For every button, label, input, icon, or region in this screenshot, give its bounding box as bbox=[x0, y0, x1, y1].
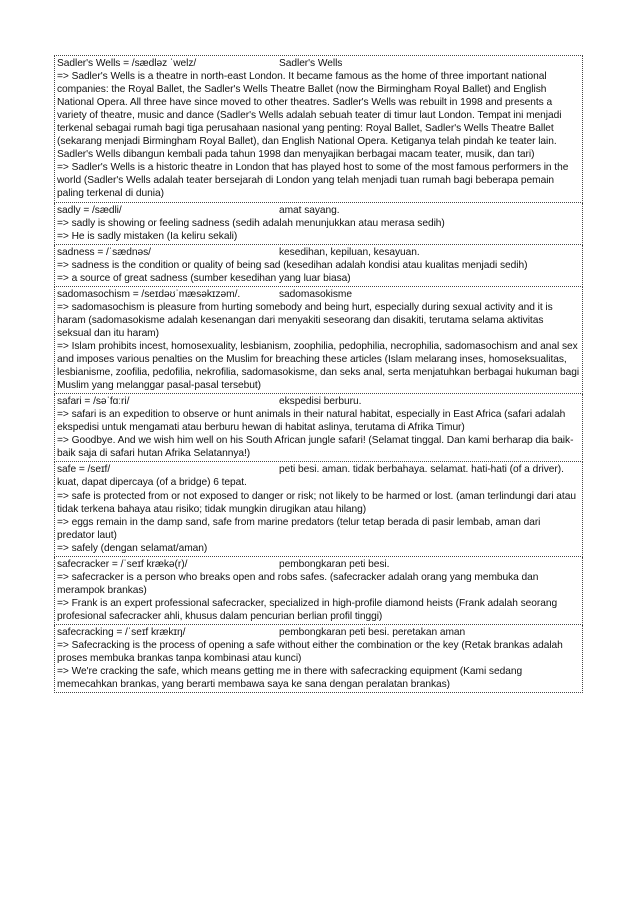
entry-example: => eggs remain in the damp sand, safe from marine predators (telur tetap berada di pasir lembab, aman dari predator laut) bbox=[57, 516, 541, 541]
entry-translation: amat sayang. bbox=[279, 204, 340, 216]
entry-translation: kesedihan, kepiluan, kesayuan. bbox=[279, 246, 420, 258]
entry-sadness bbox=[54, 245, 583, 287]
entry-term: Sadler's Wells = /sædləz ˈwelz/ bbox=[57, 58, 197, 69]
entry-definition: => Safecracking is the process of opening a safe without either the combination or the key (Retak brankas adalah proses membuka brankas tanpa kombinasi atau kunci) bbox=[57, 640, 563, 665]
entry-example: => He is sadly mistaken (Ia keliru sekali) bbox=[57, 230, 238, 242]
entry-example: => Frank is an expert professional safecracker, specialized in high-profile diamond heists (Frank adalah seorang profesional safecracker ahli, khusus dalam pencurian berlian profil tinggi) bbox=[57, 597, 558, 622]
entry-sadlers-wells bbox=[54, 56, 583, 203]
entry-safecracking bbox=[54, 625, 583, 693]
entry-definition: => sadness is the condition or quality of being sad (kesedihan adalah kondisi atau kualitas menjadi sedih) bbox=[57, 259, 528, 271]
entry-safe bbox=[54, 462, 583, 556]
entry-term: sadness = /ˈsædnəs/ bbox=[57, 246, 151, 258]
entry-derived-form: => safely (dengan selamat/aman) bbox=[57, 542, 208, 554]
entry-safecracker bbox=[54, 557, 583, 625]
entry-sadomasochism bbox=[54, 287, 583, 394]
entry-example: => a source of great sadness (sumber kesedihan yang luar biasa) bbox=[57, 272, 351, 284]
entry-head bbox=[57, 204, 580, 217]
entry-definition: => Sadler's Wells is a theatre in north-east London. It became famous as the home of three important national companies: the Royal Ballet, the Sadler's Wells Theatre Ballet (now the Birmingham Royal Ballet) and English National Opera. All three have since moved to other theatres. Sadler's Wells was rebuilt in 1998 and presents a variety of theatre, music and dance (Sadler's Wells adalah sebuah teater di timur laut London. Tempat ini menjadi terkenal sebagai rumah bagi tiga perusahaan nasional yang penting: Royal Ballet, Sadler's Wells Theatre Ballet (sekarang menjadi Birmingham Royal Ballet), dan English National Opera. Ketiganya telah pindah ke teater lain. Sadler's Wells dibangun kembali pada tahun 1998 dan menyajikan berbagai macam teater, musik, dan tari) bbox=[57, 71, 562, 161]
entry-term: safe = /seɪf/ bbox=[57, 464, 111, 476]
entry-translation: pembongkaran peti besi. peretakan aman bbox=[279, 626, 466, 638]
entry-example: => We're cracking the safe, which means getting me in there with safecracking equipment (Kami sedang memecahkan brankas, yang berarti membawa saya ke sana dengan peralatan brankas) bbox=[57, 666, 523, 691]
entry-head bbox=[57, 246, 580, 259]
entry-sadly bbox=[54, 203, 583, 245]
entry-head bbox=[57, 463, 580, 489]
entry-translation: ekspedisi berburu. bbox=[279, 396, 362, 408]
entry-definition: => sadly is showing or feeling sadness (sedih adalah menunjukkan atau merasa sedih) bbox=[57, 217, 445, 229]
entry-term: safecracker = /ˈseɪf krækə(r)/ bbox=[57, 558, 188, 570]
entry-example: => Goodbye. And we wish him well on his South African jungle safari! (Selamat tinggal. Dan kami berharap dia baik-baik saja di safari hutan Afrika Selatannya!) bbox=[57, 435, 574, 460]
dictionary-entries bbox=[54, 55, 583, 693]
entry-head bbox=[57, 626, 580, 639]
entry-translation: Sadler's Wells bbox=[279, 58, 343, 69]
entry-translation: peti besi. aman. tidak berbahaya. selamat. hati-hati (of a driver). kuat, dapat dipercaya (of a bridge) 6 tepat. bbox=[57, 464, 564, 489]
entry-term: sadomasochism = /seɪdəʊˈmæsəkɪzəm/. bbox=[57, 288, 241, 300]
entry-head bbox=[57, 57, 580, 70]
entry-term: sadly = /sædli/ bbox=[57, 204, 122, 216]
entry-definition: => safecracker is a person who breaks open and robs safes. (safecracker adalah orang yang membuka dan merampok brankas) bbox=[57, 571, 539, 596]
entry-example: => Islam prohibits incest, homosexuality, lesbianism, zoophilia, pedophilia, necrophilia, sadomasochism and anal sex and imposes various penalties on the Muslim for breaching these articles (Islam melarang inses, homoseksualitas, lesbianisme, zoofilia, pedofilia, nekrofilia, sadomasokisme, dan seks anal, serta menjatuhkan berbagai hukuman bagi Muslim yang melanggar pasal-pasal tersebut) bbox=[57, 340, 580, 392]
entry-term: safecracking = /ˈseɪf krækɪŋ/ bbox=[57, 626, 186, 638]
entry-definition: => safari is an expedition to observe or hunt animals in their natural habitat, especially in East Africa (safari adalah ekspedisi untuk mengamati atau berburu hewan di habitat aslinya, terutama di Afrika Timur) bbox=[57, 409, 566, 434]
entry-translation: pembongkaran peti besi. bbox=[279, 558, 390, 570]
entry-head bbox=[57, 558, 580, 571]
entry-term: safari = /səˈfɑːri/ bbox=[57, 396, 130, 408]
entry-translation: sadomasokisme bbox=[279, 288, 352, 300]
entry-definition: => sadomasochism is pleasure from hurting somebody and being hurt, especially during sexual activity and it is haram (sadomasokisme adalah kesenangan dari menyakiti seseorang dan disakiti, terutama selama aktivitas seksual dan itu haram) bbox=[57, 301, 553, 339]
entry-safari bbox=[54, 394, 583, 462]
entry-head bbox=[57, 288, 580, 301]
entry-head bbox=[57, 395, 580, 408]
entry-example: => Sadler's Wells is a historic theatre in London that has played host to some of the most famous performers in the world (Sadler's Wells adalah teater bersejarah di London yang telah menjadi tuan rumah bagi beberapa pemain paling terkenal di dunia) bbox=[57, 162, 569, 200]
entry-definition: => safe is protected from or not exposed to danger or risk; not likely to be harmed or lost. (aman terlindungi dari atau tidak terkena bahaya atau risiko; tidak mungkin dirugikan atau hilang) bbox=[57, 490, 576, 515]
